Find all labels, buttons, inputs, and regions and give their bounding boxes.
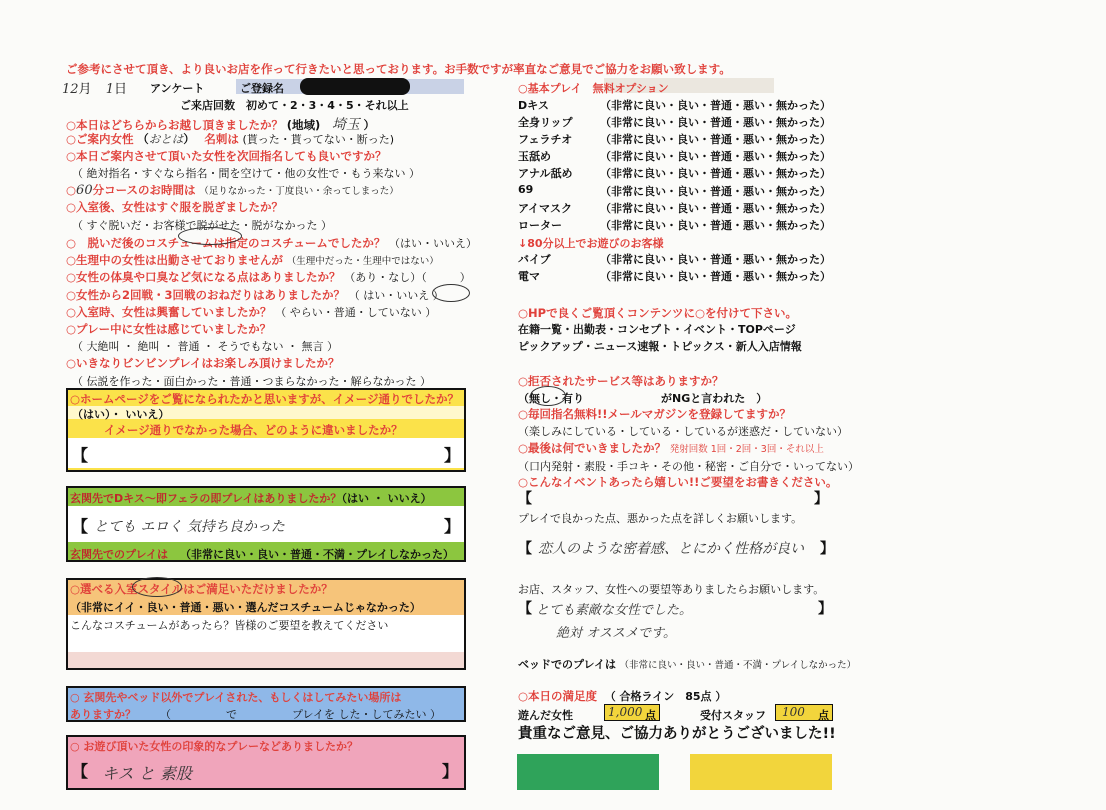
over80-play-rating-options[interactable]: （非常に良い・良い・普通・悪い・無かった） (600, 253, 831, 266)
basic-play-row (518, 148, 551, 164)
green-swatch (517, 754, 659, 790)
entrance-options[interactable]: （はい ・ いいえ） (336, 492, 432, 505)
hp-contents-question: ○HPで良くご覧頂くコンテンツに○を付けて下さい。 (518, 306, 798, 320)
answer-circle (530, 386, 566, 406)
q-origin: ○本日はどちらからお越し頂きましたか？ (地域) 埼玉 ） (66, 117, 376, 133)
intro-text: ご参考にさせて頂き、より良いお店を作って行きたいと思っております。お手数ですが率直なご意見でご協力をお願い致します。 (66, 62, 731, 76)
course-minutes: 60 (76, 183, 93, 198)
binbin-options[interactable]: （ 伝説を作った・面白かった・普通・つまらなかった・解らなかった ） (72, 375, 431, 388)
second-round-options[interactable]: （ はい・いいえ ） (348, 289, 444, 302)
answer-circle (178, 227, 242, 245)
hp-contents-line2[interactable]: ピックアップ・ニュース速報・トピックス・新人入店情報 (518, 340, 802, 353)
hp-contents-line1[interactable]: 在籍一覧・出勤表・コンセプト・イベント・TOPページ (518, 323, 796, 336)
finish-options[interactable]: （口内発射・素股・手コキ・その他・秘密・ご自分で・いってない） (518, 460, 859, 473)
girl-score: 1,000 (608, 705, 643, 719)
basic-play-label: 全身リップ (518, 116, 573, 130)
place-options[interactable]: （ で プレイを した・してみたい ） (160, 708, 442, 721)
basic-play-label: 玉舐め (518, 150, 551, 164)
over80-play-row (518, 268, 540, 284)
q-next-nominate: ○本日ご案内させて頂いた女性を次回指名しても良いですか？ (66, 149, 387, 163)
goodbad-question: プレイで良かった点、悪かった点を詳しくお願いします。 (518, 512, 803, 525)
over80-play-rating-options[interactable]: （非常に良い・良い・普通・悪い・無かった） (600, 270, 831, 283)
entry-style-section (66, 578, 466, 670)
over80-play-label: バイブ (518, 253, 551, 266)
basic-play-row (518, 114, 573, 130)
answer-circle (432, 284, 470, 302)
entrance-answer: とても エロく 気持ち良かった (94, 519, 285, 535)
bed-play-options[interactable]: （非常に良い・良い・普通・不満・プレイしなかった） (619, 660, 857, 671)
event-answer-field[interactable] (536, 492, 812, 506)
impression-question: ○ お遊び頂いた女性の印象的なプレーなどありましたか？ (70, 740, 358, 753)
refused-question: ○拒否されたサービス等はありますか？ (518, 374, 724, 388)
q-period: ○生理中の女性は出勤させておりませんが （生理中だった・生理中ではない） (66, 253, 439, 267)
girl-score-label: 遊んだ女性 (518, 709, 573, 722)
staff-score: 100 (782, 705, 805, 719)
q-excited: ○入室時、女性は興奮していましたか？ （ やらい・普通・していない ） (66, 305, 437, 319)
q-guide-woman: ○ご案内女性 （おとは） 名刺は (貰った・貰ってない・断った) (66, 132, 395, 146)
basic-play-label: フェラチオ (518, 133, 573, 147)
finish-question: ○最後は何でいきましたか？ 発射回数 1回・2回・3回・それ以上 (518, 441, 824, 455)
request-answer-2: 絶対 オススメです。 (556, 626, 676, 641)
basic-play-rating-options[interactable]: （非常に良い・良い・普通・悪い・無かった） (600, 167, 831, 181)
date-row (62, 78, 127, 97)
goodbad-answer: 恋人のような密着感、とにかく性格が良い (538, 541, 804, 557)
visit-count[interactable]: ご来店回数 初めて・2・3・4・5・それ以上 (180, 99, 409, 112)
costume-options[interactable]: （はい・いいえ） (389, 237, 478, 250)
homepage-sub-question: イメージ通りでなかった場合、どのように違いましたか？ (104, 423, 403, 437)
place-question: ○ 玄関先やベッド以外でプレイされた、もしくはしてみたい場所は (70, 691, 402, 704)
next-nominate-options[interactable]: （ 絶対指名・すぐなら指名・間を空けて・他の女性で・もう来ない ） (72, 167, 420, 180)
area-label: (地域) (286, 118, 321, 132)
request-answer-1: とても素敵な女性でした。 (536, 603, 693, 618)
card-options[interactable]: (貰った・貰ってない・断った) (242, 133, 395, 146)
over80-note: ↓80分以上でお遊びのお客様 (518, 237, 664, 250)
event-question: ○こんなイベントあったら嬉しい!!ご要望をお書きください。 (518, 475, 838, 489)
request-question: お店、スタッフ、女性への要望等ありましたらお願いします。 (518, 583, 825, 596)
over80-play-row (518, 251, 551, 267)
basic-play-row (518, 131, 572, 147)
day-unit: 日 (113, 82, 127, 97)
basic-play-rating-options[interactable]: （非常に良い・良い・普通・悪い・無かった） (600, 150, 831, 164)
basic-play-row (518, 200, 572, 216)
homepage-options[interactable]: （はい）・ いいえ） (72, 408, 170, 421)
basic-play-rating-options[interactable]: （非常に良い・良い・普通・悪い・無かった） (600, 218, 831, 232)
basic-play-label: ローター (518, 218, 562, 232)
q-binbin: ○いきなりビンビンプレイはお楽しみ頂けましたか？ (66, 356, 340, 370)
basic-play-row (518, 97, 549, 113)
place-section (66, 686, 466, 722)
over80-play-label: 電マ (518, 270, 540, 283)
card-label: 名刺は (204, 132, 239, 146)
answer-circle (132, 577, 182, 597)
entry-style-options[interactable]: （非常にイイ・良い・普通・悪い・選んだコスチュームじゃなかった） (70, 601, 421, 614)
costume-request-label: こんなコスチュームがあったら？皆様のご要望を教えてください (70, 619, 389, 632)
mailmag-options[interactable]: （楽しみにしている・している・しているが迷惑だ・していない） (518, 425, 848, 438)
excited-options[interactable]: （ やらい・普通・していない ） (275, 306, 437, 319)
mailmag-question: ○毎回指名無料!!メールマガジンを登録してますか？ (518, 407, 792, 421)
course-time-options[interactable]: （足りなかった・丁度良い・余ってしまった） (199, 186, 399, 197)
impression-answer: キス と 素股 (102, 764, 192, 783)
thanks-message: 貴重なご意見、ご協力ありがとうございました!! (518, 726, 836, 742)
homepage-answer-field[interactable] (68, 438, 464, 468)
yellow-swatch (690, 754, 832, 790)
area-answer: 埼玉 (331, 117, 360, 133)
survey-label: アンケート (150, 82, 205, 95)
basic-play-label: アナル舐め (518, 167, 573, 181)
entrance-play-label: 玄関先でのプレイは (70, 548, 169, 561)
homepage-question: ○ホームページをご覧になられたかと思いますが、イメージ通りでしたか？ (70, 392, 459, 406)
refused-options[interactable]: （無し・有り がNGと言われた ） (518, 392, 768, 405)
undress-options[interactable]: （ すぐ脱いだ・お客様で脱がせた・脱がなかった ） (72, 219, 332, 232)
basic-play-rating-options[interactable]: （非常に良い・良い・普通・悪い・無かった） (600, 184, 831, 198)
q-feeling: ○プレー中に女性は感じていましたか？ (66, 322, 272, 336)
redaction-mark (300, 78, 410, 95)
basic-play-row (518, 165, 572, 181)
period-options[interactable]: （生理中だった・生理中ではない） (286, 256, 439, 267)
place-question-2: ありますか？ (70, 708, 136, 721)
homepage-section: ○ホームページをご覧になられたかと思いますが、イメージ通りでしたか？ （はい）・ いいえ） イメージ通りでなかった場合、どのように違いましたか？ 【 】 (66, 388, 466, 472)
basic-play-row (518, 217, 562, 233)
guide-woman-label: ○ご案内女性 (66, 132, 134, 146)
month-unit: 月 (78, 82, 92, 97)
satisfaction: ○本日の満足度 （ 合格ライン 85点 ） (518, 689, 727, 703)
q-costume: ○ 脱いだ後のコスチュームは指定のコスチュームでしたか？ （はい・いいえ） (66, 236, 478, 250)
basic-play-rating-options[interactable]: （非常に良い・良い・普通・悪い・無かった） (600, 99, 831, 112)
basic-play-rating-options[interactable]: （非常に良い・良い・普通・悪い・無かった） (600, 201, 831, 215)
basic-play-title: ○基本プレイ 無料オプション (518, 82, 669, 95)
basic-play-row (518, 183, 533, 196)
basic-play-rating-options[interactable]: （非常に良い・良い・普通・悪い・無かった） (600, 116, 831, 130)
feeling-options[interactable]: （ 大絶叫 ・ 絶叫 ・ 普通 ・ そうでもない ・ 無言 ） (72, 340, 338, 353)
basic-play-label: アイマスク (518, 201, 573, 215)
pass-line: （ 合格ライン 85点 ） (604, 690, 727, 703)
basic-play-label: Dキス (518, 99, 549, 112)
guide-woman-answer: おとは (148, 132, 184, 146)
month-value: 12 (62, 82, 79, 97)
bed-play: ベッドでのプレイは （非常に良い・良い・普通・不満・プレイしなかった） (518, 658, 857, 671)
basic-play-rating-options[interactable]: （非常に良い・良い・普通・悪い・無かった） (600, 133, 831, 147)
staff-score-label: 受付スタッフ (700, 709, 766, 722)
entrance-play-options[interactable]: （非常に良い・良い・普通・不満・プレイしなかった） (180, 548, 455, 561)
q-undress: ○入室後、女性はすぐ服を脱ぎましたか？ (66, 200, 284, 214)
q-course-time: ○60分コースのお時間は （足りなかった・丁度良い・余ってしまった） (66, 183, 399, 198)
q-origin-label: ○本日はどちらからお越し頂きましたか？ (66, 118, 284, 132)
odor-options[interactable]: （あり・なし）（ ） (344, 271, 471, 284)
q-second-round: ○女性から2回戦・3回戦のおねだりはありましたか？ （ はい・いいえ ） (66, 288, 444, 302)
registered-name-label: ご登録名 (240, 82, 284, 95)
entrance-section: 玄関先でDキス～即フェラの即プレイはありましたか？ （はい ・ いいえ） 【 とても エロく 気持ち良かった 】 玄関先でのプレイは （非常に良い・良い・普通・不満・プレイしなかった） (66, 486, 466, 562)
impression-section: ○ お遊び頂いた女性の印象的なプレーなどありましたか？ 【 キス と 素股 】 (66, 735, 466, 790)
finish-count[interactable]: 発射回数 1回・2回・3回・それ以上 (669, 444, 824, 455)
day-value: 1 (105, 82, 114, 97)
entrance-question: 玄関先でDキス～即フェラの即プレイはありましたか？ (70, 492, 342, 505)
basic-play-label: 69 (518, 182, 534, 196)
entry-style-question: ○選べる入室スタイルはご満足いただけましたか？ (70, 582, 333, 596)
q-odor: ○女性の体臭や口臭など気になる点はありましたか？ （あり・なし）（ ） (66, 270, 471, 284)
costume-request-field[interactable] (68, 633, 464, 652)
